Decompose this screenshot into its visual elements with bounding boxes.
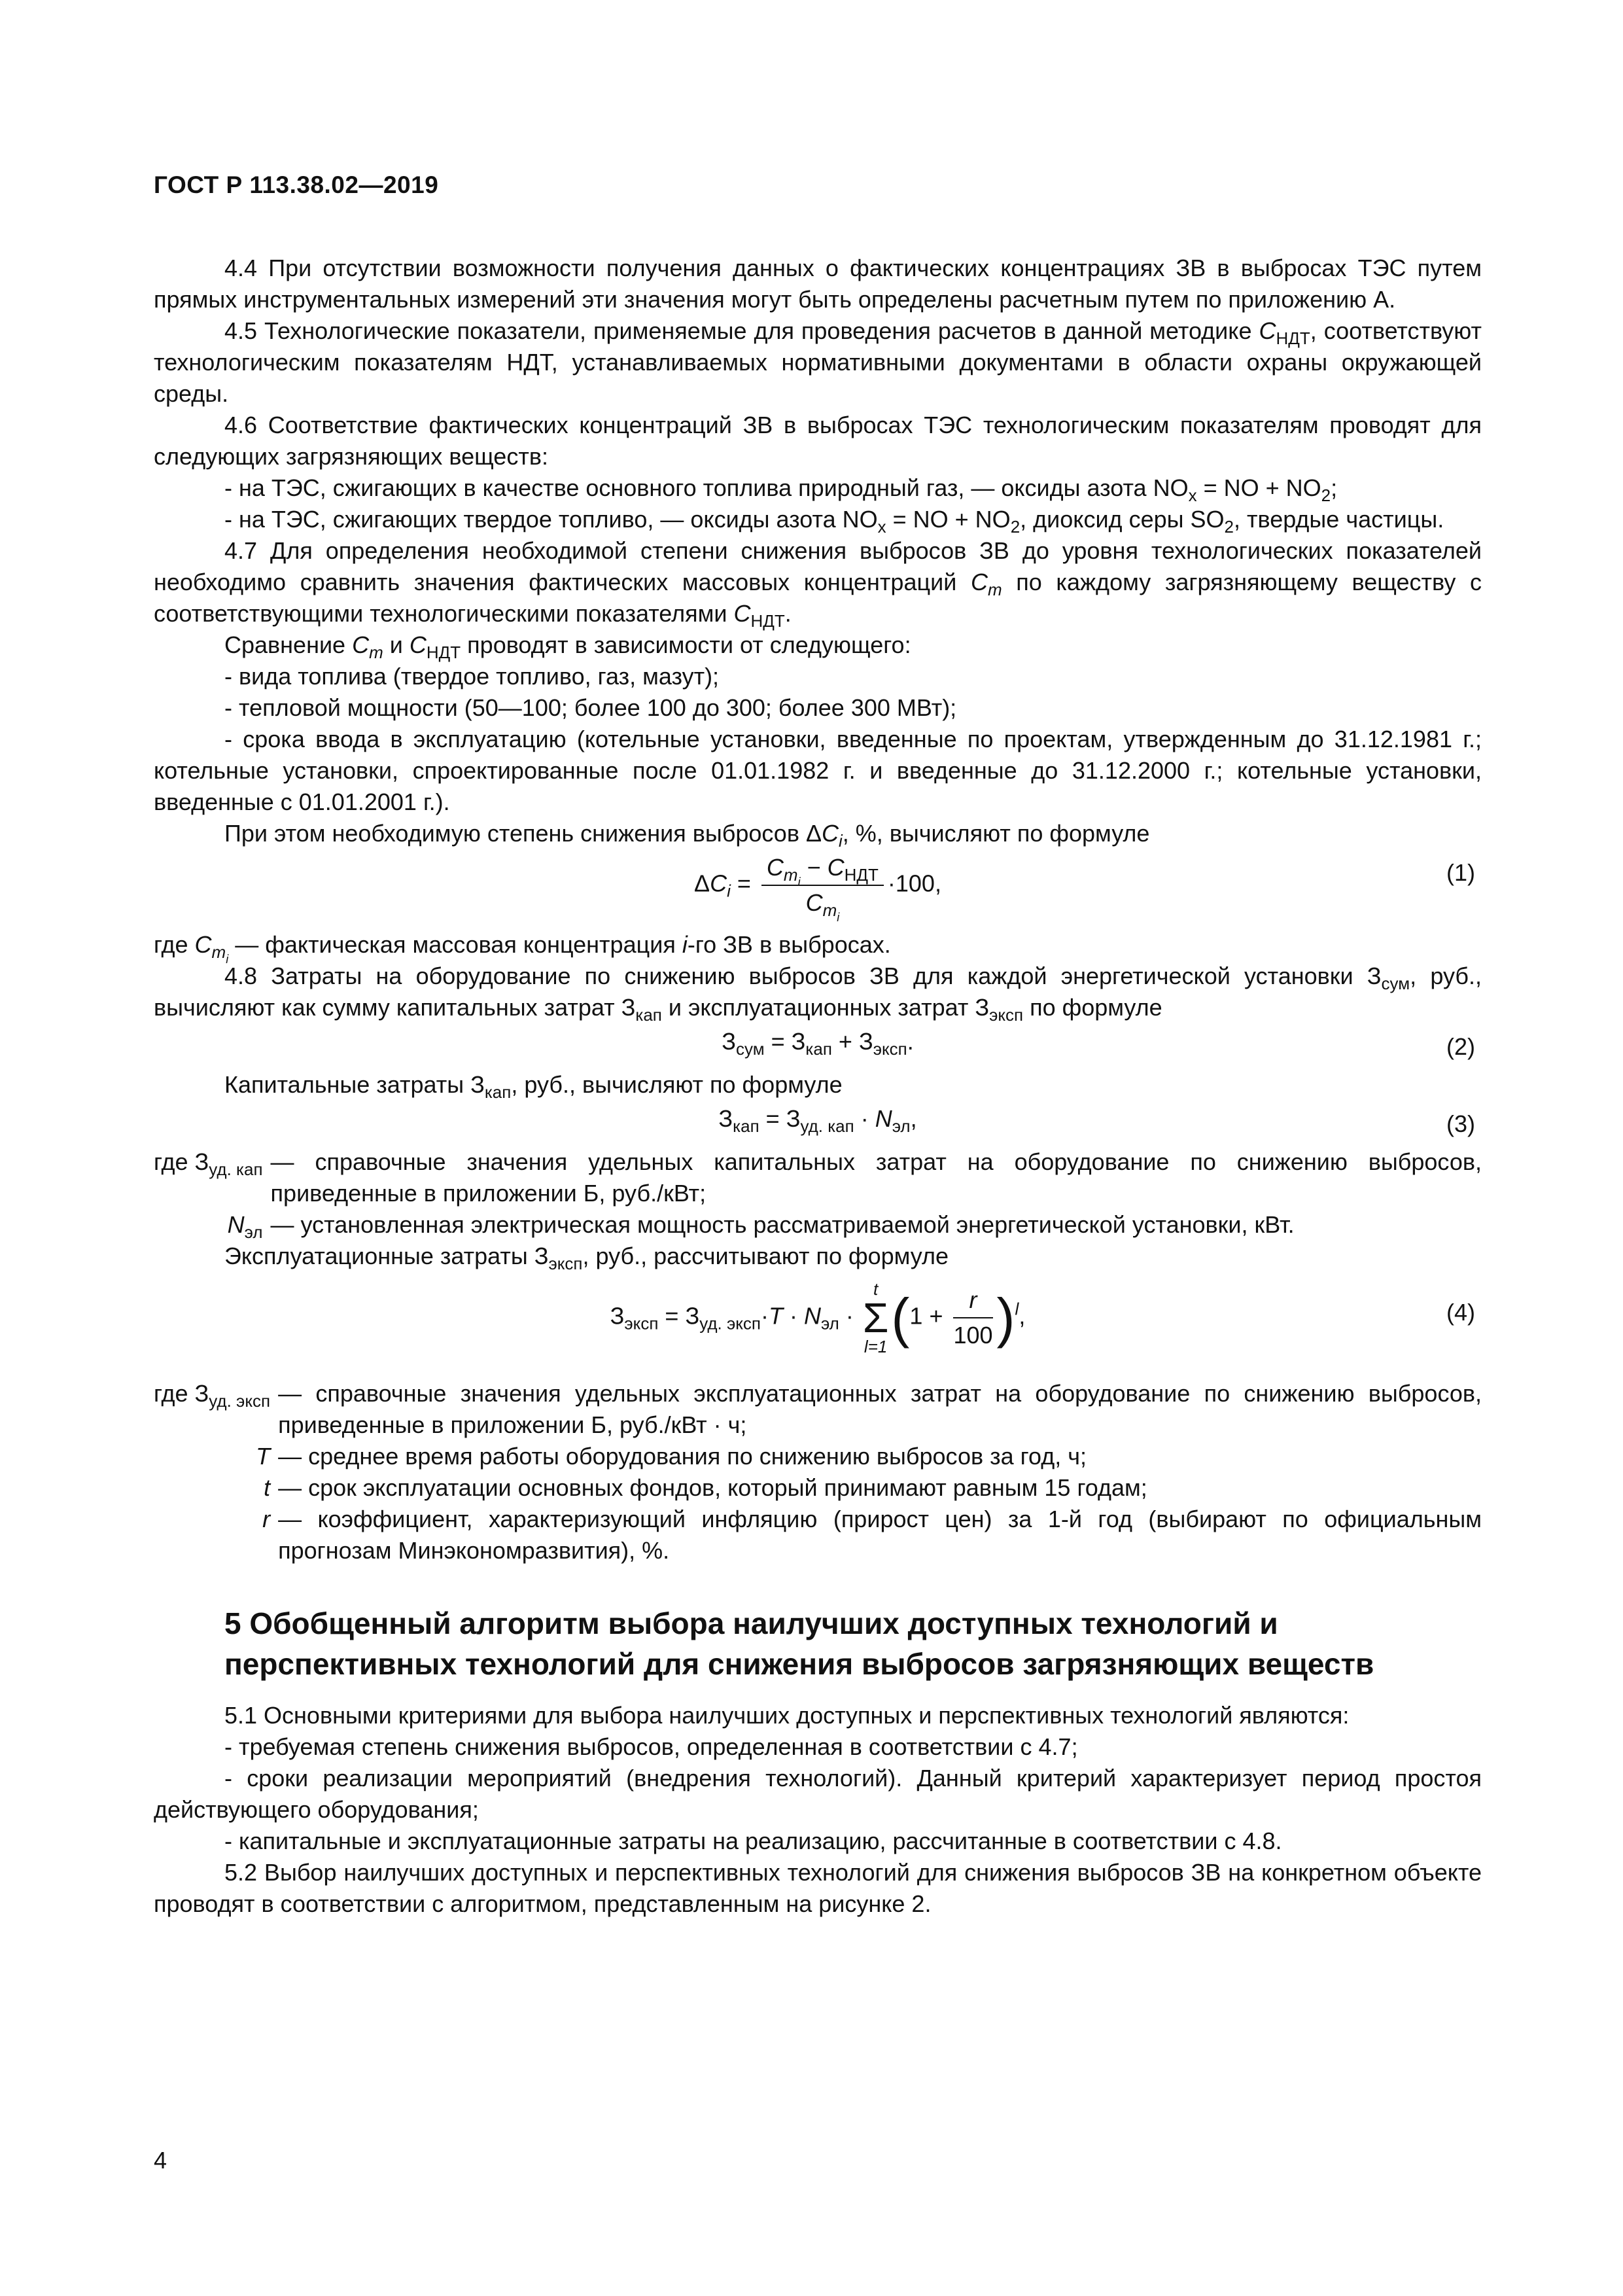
equation-number: (1) <box>1446 859 1475 886</box>
paragraph-4-5: 4.5 Технологические показатели, применяемые для проведения расчетов в данной методике $C_{НДТ}$, соответствуют технологическим показателям НДТ, устанавливаемых нормативными документами в области охраны окружающей среды. <box>154 317 1482 407</box>
list-item: - на ТЭС, сжигающих твердое топливо, — оксиды азота $NO_x$ = NO + $NO_2$, диоксид серы $SO_2$, твердые частицы. <box>224 506 1444 537</box>
definition-term: T <box>256 1443 271 1470</box>
definition-term: где $З_{уд. кап}$ <box>154 1148 263 1179</box>
definition-text: — среднее время работы оборудования по снижению выбросов за год, ч; <box>278 1443 1087 1470</box>
definitions-formula-3 <box>154 1146 1482 1241</box>
paragraph-4-6: 4.6 Соответствие фактических концентраций ЗВ в выбросах ТЭС технологическим показателям проводят для следующих загрязняющих веществ: <box>154 412 1482 470</box>
equation-number: (3) <box>1446 1110 1475 1137</box>
definition-text: — справочные значения удельных эксплуатационных затрат на оборудование по снижению выбросов, приведенные в приложении Б, руб./кВт · ч; <box>278 1380 1482 1438</box>
definition-term: r <box>262 1506 271 1532</box>
fraction: $\frac{r}{100}$ <box>953 1284 992 1351</box>
list-item: - на ТЭС, сжигающих в качестве основного топлива природный газ, — оксиды азота $NO_x$ = NO + $NO_2$; <box>224 474 1338 505</box>
paragraph-5-2: 5.2 Выбор наилучших доступных и перспективных технологий для снижения выбросов ЗВ на конкретном объекте проводят в соответствии с алгоритмом, представленным на рисунке 2. <box>154 1859 1482 1917</box>
definition-text: — коэффициент, характеризующий инфляцию (прирост цен) за 1-й год (выбирают по официальным прогнозам Минэкономразвития), %. <box>278 1506 1482 1564</box>
definition-text: — установленная электрическая мощность рассматриваемой энергетической установки, кВт. <box>270 1211 1295 1238</box>
definition-term: $N_{эл}$ <box>227 1211 263 1242</box>
comparison-intro: Сравнение $C_m$ и $C_{НДТ}$ проводят в зависимости от следующего: <box>224 631 911 662</box>
definition-term: где $З_{уд. эксп}$ <box>154 1380 271 1411</box>
fraction: $\frac{C_{m_i} - C_{НДТ}}{C_{m_i}}$ <box>761 852 884 919</box>
formula-4: $З_{эксп} = З_{уд. эксп}\cdot T \cdot N_{эл} \cdot t$ Σ l=1(1 + $\frac{r}{100}$ )$^l$, (4) <box>610 1279 1475 1356</box>
where-definition: где $C_{m_i}$ — фактическая массовая концентрация i-го ЗВ в выбросах. <box>154 931 891 966</box>
definition-text: — срок эксплуатации основных фондов, который принимают равным 15 годам; <box>278 1474 1147 1501</box>
page-number: 4 <box>154 2147 167 2174</box>
definitions-formula-4 <box>154 1378 1482 1566</box>
equation-number: (4) <box>1446 1299 1475 1326</box>
list-item: - сроки реализации мероприятий (внедрения технологий). Данный критерий характеризует период простоя действующего оборудования; <box>154 1765 1482 1823</box>
definition-text: — справочные значения удельных капитальных затрат на оборудование по снижению выбросов, приведенные в приложении Б, руб./кВт; <box>270 1148 1482 1207</box>
formula-1: $\Delta C_i$ = $\frac{C_{m_i} - C_{НДТ}}{C_{m_i}}$ ·100, (1) <box>154 852 1482 924</box>
list-item: - срока ввода в эксплуатацию (котельные установки, введенные по проектам, утвержденным до 31.12.1981 г.; котельные установки, спроектированные после 01.01.1982 г. и введенные до 31.12.2000 г.; котельные установки, введенные с 01.01.2001 г.). <box>154 726 1482 815</box>
list-item: - капитальные и эксплуатационные затраты на реализацию, рассчитанные в соответствии с 4.8. <box>224 1828 1282 1854</box>
equation-number: (2) <box>1446 1033 1475 1060</box>
document-header: ГОСТ Р 113.38.02—2019 <box>154 171 439 198</box>
paragraph-4-8: 4.8 Затраты на оборудование по снижению выбросов ЗВ для каждой энергетической установки $З_{сум}$, руб., вычисляют как сумму капитальных затрат $З_{кап}$ и эксплуатационных затрат $З_{эксп}$ по формуле <box>154 963 1482 1025</box>
formula-3: $З_{кап} = З_{уд. кап} \cdot N_{эл}$, (3) <box>154 1103 1482 1141</box>
list-item: - требуемая степень снижения выбросов, определенная в соответствии с 4.7; <box>224 1733 1078 1760</box>
list-item: - вида топлива (твердое топливо, газ, мазут); <box>224 663 720 690</box>
capital-intro: Капитальные затраты $З_{кап}$, руб., вычисляют по формуле <box>224 1071 843 1102</box>
paragraph-4-7: 4.7 Для определения необходимой степени снижения выбросов ЗВ до уровня технологических показателей необходимо сравнить значения фактических массовых концентраций $C_m$ по каждому загрязняющему веществу с соответствующими технологическими показателями $C_{НДТ}$. <box>154 537 1482 631</box>
body-text <box>154 253 1482 1920</box>
formula-2: $З_{сум} = З_{кап} + З_{эксп}$. (2) <box>154 1026 1482 1064</box>
operating-intro: Эксплуатационные затраты $З_{эксп}$, руб., рассчитывают по формуле <box>224 1243 949 1273</box>
definition-term: t <box>264 1474 271 1501</box>
paragraph-5-1: 5.1 Основными критериями для выбора наилучших доступных и перспективных технологий являются: <box>224 1702 1350 1729</box>
section-5-title: 5 Обобщенный алгоритм выбора наилучших доступных технологий и перспективных технологий для снижения выбросов загрязняющих веществ <box>224 1606 1374 1681</box>
paragraph-4-4: 4.4 При отсутствии возможности получения данных о фактических концентрациях ЗВ в выбросах ТЭС путем прямых инструментальных измерений эти значения могут быть определены расчетным путем по приложению А. <box>154 255 1482 313</box>
summation-sign: t Σ l=1 <box>862 1279 889 1356</box>
list-item: - тепловой мощности (50—100; более 100 до 300; более 300 МВт); <box>224 694 957 721</box>
degree-intro: При этом необходимую степень снижения выбросов $\Delta C_i$, %, вычисляют по формуле <box>224 820 1150 851</box>
